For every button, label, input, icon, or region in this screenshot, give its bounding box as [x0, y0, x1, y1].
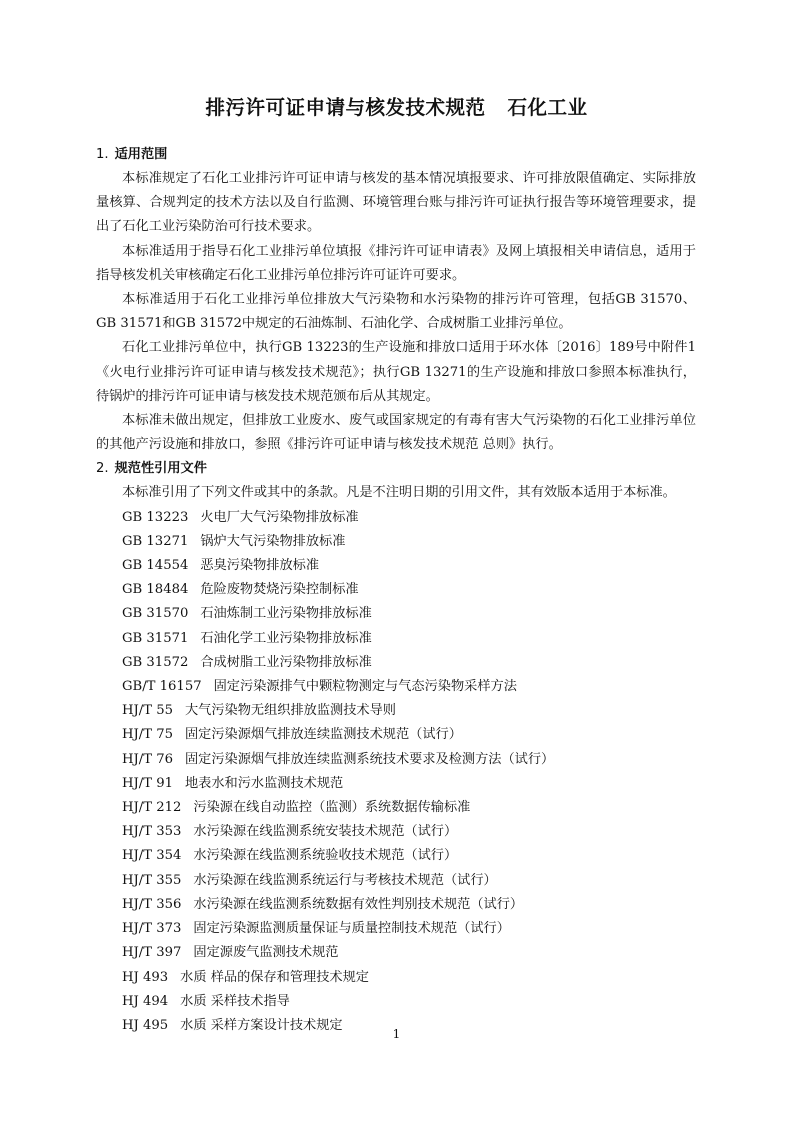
- reference-code: HJ/T 76: [122, 751, 173, 767]
- paragraph: 本标准未做出规定，但排放工业废水、废气或国家规定的有毒有害大气污染物的石化工业排污单位的其他产污设施和排放口，参照《排污许可证申请与核发技术规范 总则》执行。: [96, 413, 696, 453]
- reference-title: 合成树脂工业污染物排放标准: [200, 654, 372, 670]
- reference-item: [122, 966, 696, 990]
- reference-title: 固定污染源烟气排放连续监测系统技术要求及检测方法（试行）: [185, 751, 555, 767]
- reference-list: [96, 506, 696, 1038]
- reference-item: [122, 675, 696, 699]
- reference-code: GB 18484: [122, 582, 189, 598]
- reference-item: [122, 748, 696, 772]
- reference-code: HJ/T 397: [122, 945, 182, 961]
- reference-code: HJ/T 55: [122, 703, 173, 719]
- section-title: 适用范围: [114, 147, 168, 162]
- reference-code: GB 13223: [122, 509, 189, 525]
- reference-item: [122, 554, 696, 578]
- paragraph: 本标准引用了下列文件或其中的条款。凡是不注明日期的引用文件，其有效版本适用于本标准。: [122, 485, 676, 501]
- reference-code: GB 14554: [122, 558, 189, 574]
- reference-item: [122, 990, 696, 1014]
- reference-item: [122, 893, 696, 917]
- paragraph: 本标准适用于石化工业排污单位排放大气污染物和水污染物的排污许可管理，包括GB 31570、GB 31571和GB 31572中规定的石油炼制、石油化学、合成树脂工业排污单位。: [96, 292, 696, 332]
- reference-item: [122, 530, 696, 554]
- reference-title: 水污染源在线监测系统运行与考核技术规范（试行）: [193, 872, 497, 888]
- reference-item: [122, 699, 696, 723]
- reference-title: 污染源在线自动监控（监测）系统数据传输标准: [193, 800, 471, 816]
- reference-item: [122, 651, 696, 675]
- reference-item: [122, 796, 696, 820]
- document-title: [0, 92, 793, 120]
- reference-title: 水污染源在线监测系统数据有效性判别技术规范（试行）: [193, 896, 524, 912]
- reference-title: 水质 采样技术指导: [180, 993, 290, 1009]
- reference-title: 固定污染源烟气排放连续监测技术规范（试行）: [185, 727, 462, 743]
- reference-item: [122, 506, 696, 530]
- reference-item: [122, 869, 696, 893]
- reference-title: 大气污染物无组织排放监测技术导则: [185, 703, 396, 719]
- reference-code: HJ/T 356: [122, 896, 182, 912]
- reference-title: 固定污染源监测质量保证与质量控制技术规范（试行）: [193, 921, 510, 937]
- reference-code: HJ/T 355: [122, 872, 182, 888]
- reference-code: HJ/T 212: [122, 800, 182, 816]
- reference-item: [122, 844, 696, 868]
- reference-code: HJ 495: [122, 1017, 169, 1033]
- reference-title: 固定源废气监测技术规范: [193, 945, 339, 961]
- document-body: [96, 143, 696, 1038]
- page-number: 1: [392, 1027, 401, 1041]
- reference-code: GB 31571: [122, 630, 189, 646]
- reference-item: [122, 917, 696, 941]
- reference-item: [122, 723, 696, 747]
- paragraph: 石化工业排污单位中，执行GB 13223的生产设施和排放口适用于环水体〔2016〕189号中附件1《火电行业排污许可证申请与核发技术规范》；执行GB 13271的生产设施和排放口参照本标准执行，待锅炉的排污许可证申请与核发技术规范颁布后从其规定。: [96, 340, 696, 404]
- reference-code: HJ/T 354: [122, 848, 182, 864]
- section-title: 规范性引用文件: [114, 461, 207, 477]
- reference-title: 锅炉大气污染物排放标准: [200, 533, 346, 549]
- reference-title: 地表水和污水监测技术规范: [185, 775, 344, 791]
- reference-title: 恶臭污染物排放标准: [200, 558, 320, 574]
- reference-item: [122, 941, 696, 965]
- reference-title: 火电厂大气污染物排放标准: [200, 509, 359, 525]
- section-number: 1.: [96, 147, 109, 162]
- reference-title: 石油化学工业污染物排放标准: [200, 630, 372, 646]
- reference-title: 水质 采样方案设计技术规定: [180, 1017, 343, 1033]
- section-heading: [96, 143, 696, 167]
- reference-code: HJ/T 75: [122, 727, 173, 743]
- reference-item: [122, 627, 696, 651]
- reference-code: GB 13271: [122, 533, 189, 549]
- section-scope: [96, 143, 696, 457]
- paragraph: 本标准规定了石化工业排污许可证申请与核发的基本情况填报要求、许可排放限值确定、实际排放量核算、合规判定的技术方法以及自行监测、环境管理台账与排污许可证执行报告等环境管理要求，提出了石化工业污染防治可行技术要求。: [96, 171, 696, 235]
- reference-title: 危险废物焚烧污染控制标准: [200, 582, 359, 598]
- title-main: 排污许可证申请与核发技术规范: [205, 96, 486, 119]
- reference-code: GB 31570: [122, 606, 189, 622]
- reference-code: GB/T 16157: [122, 679, 202, 695]
- reference-code: GB 31572: [122, 654, 189, 670]
- reference-title: 固定污染源排气中颗粒物测定与气态污染物采样方法: [213, 679, 517, 695]
- reference-code: HJ/T 373: [122, 921, 182, 937]
- section-heading: [96, 457, 696, 481]
- reference-item: [122, 602, 696, 626]
- reference-title: 水污染源在线监测系统验收技术规范（试行）: [193, 848, 458, 864]
- reference-code: HJ 494: [122, 993, 169, 1009]
- reference-item: [122, 820, 696, 844]
- section-normative-references: [96, 457, 696, 1038]
- reference-item: [122, 578, 696, 602]
- reference-code: HJ/T 353: [122, 824, 182, 840]
- title-industry: 石化工业: [507, 96, 588, 119]
- reference-code: HJ/T 91: [122, 775, 173, 791]
- paragraph: 本标准适用于指导石化工业排污单位填报《排污许可证申请表》及网上填报相关申请信息，适用于指导核发机关审核确定石化工业排污单位排污许可证许可要求。: [96, 243, 696, 283]
- reference-code: HJ 493: [122, 969, 169, 985]
- reference-item: [122, 772, 696, 796]
- section-number: 2.: [96, 461, 109, 477]
- reference-title: 水质 样品的保存和管理技术规定: [180, 969, 369, 985]
- reference-title: 水污染源在线监测系统安装技术规范（试行）: [193, 824, 458, 840]
- reference-title: 石油炼制工业污染物排放标准: [200, 606, 372, 622]
